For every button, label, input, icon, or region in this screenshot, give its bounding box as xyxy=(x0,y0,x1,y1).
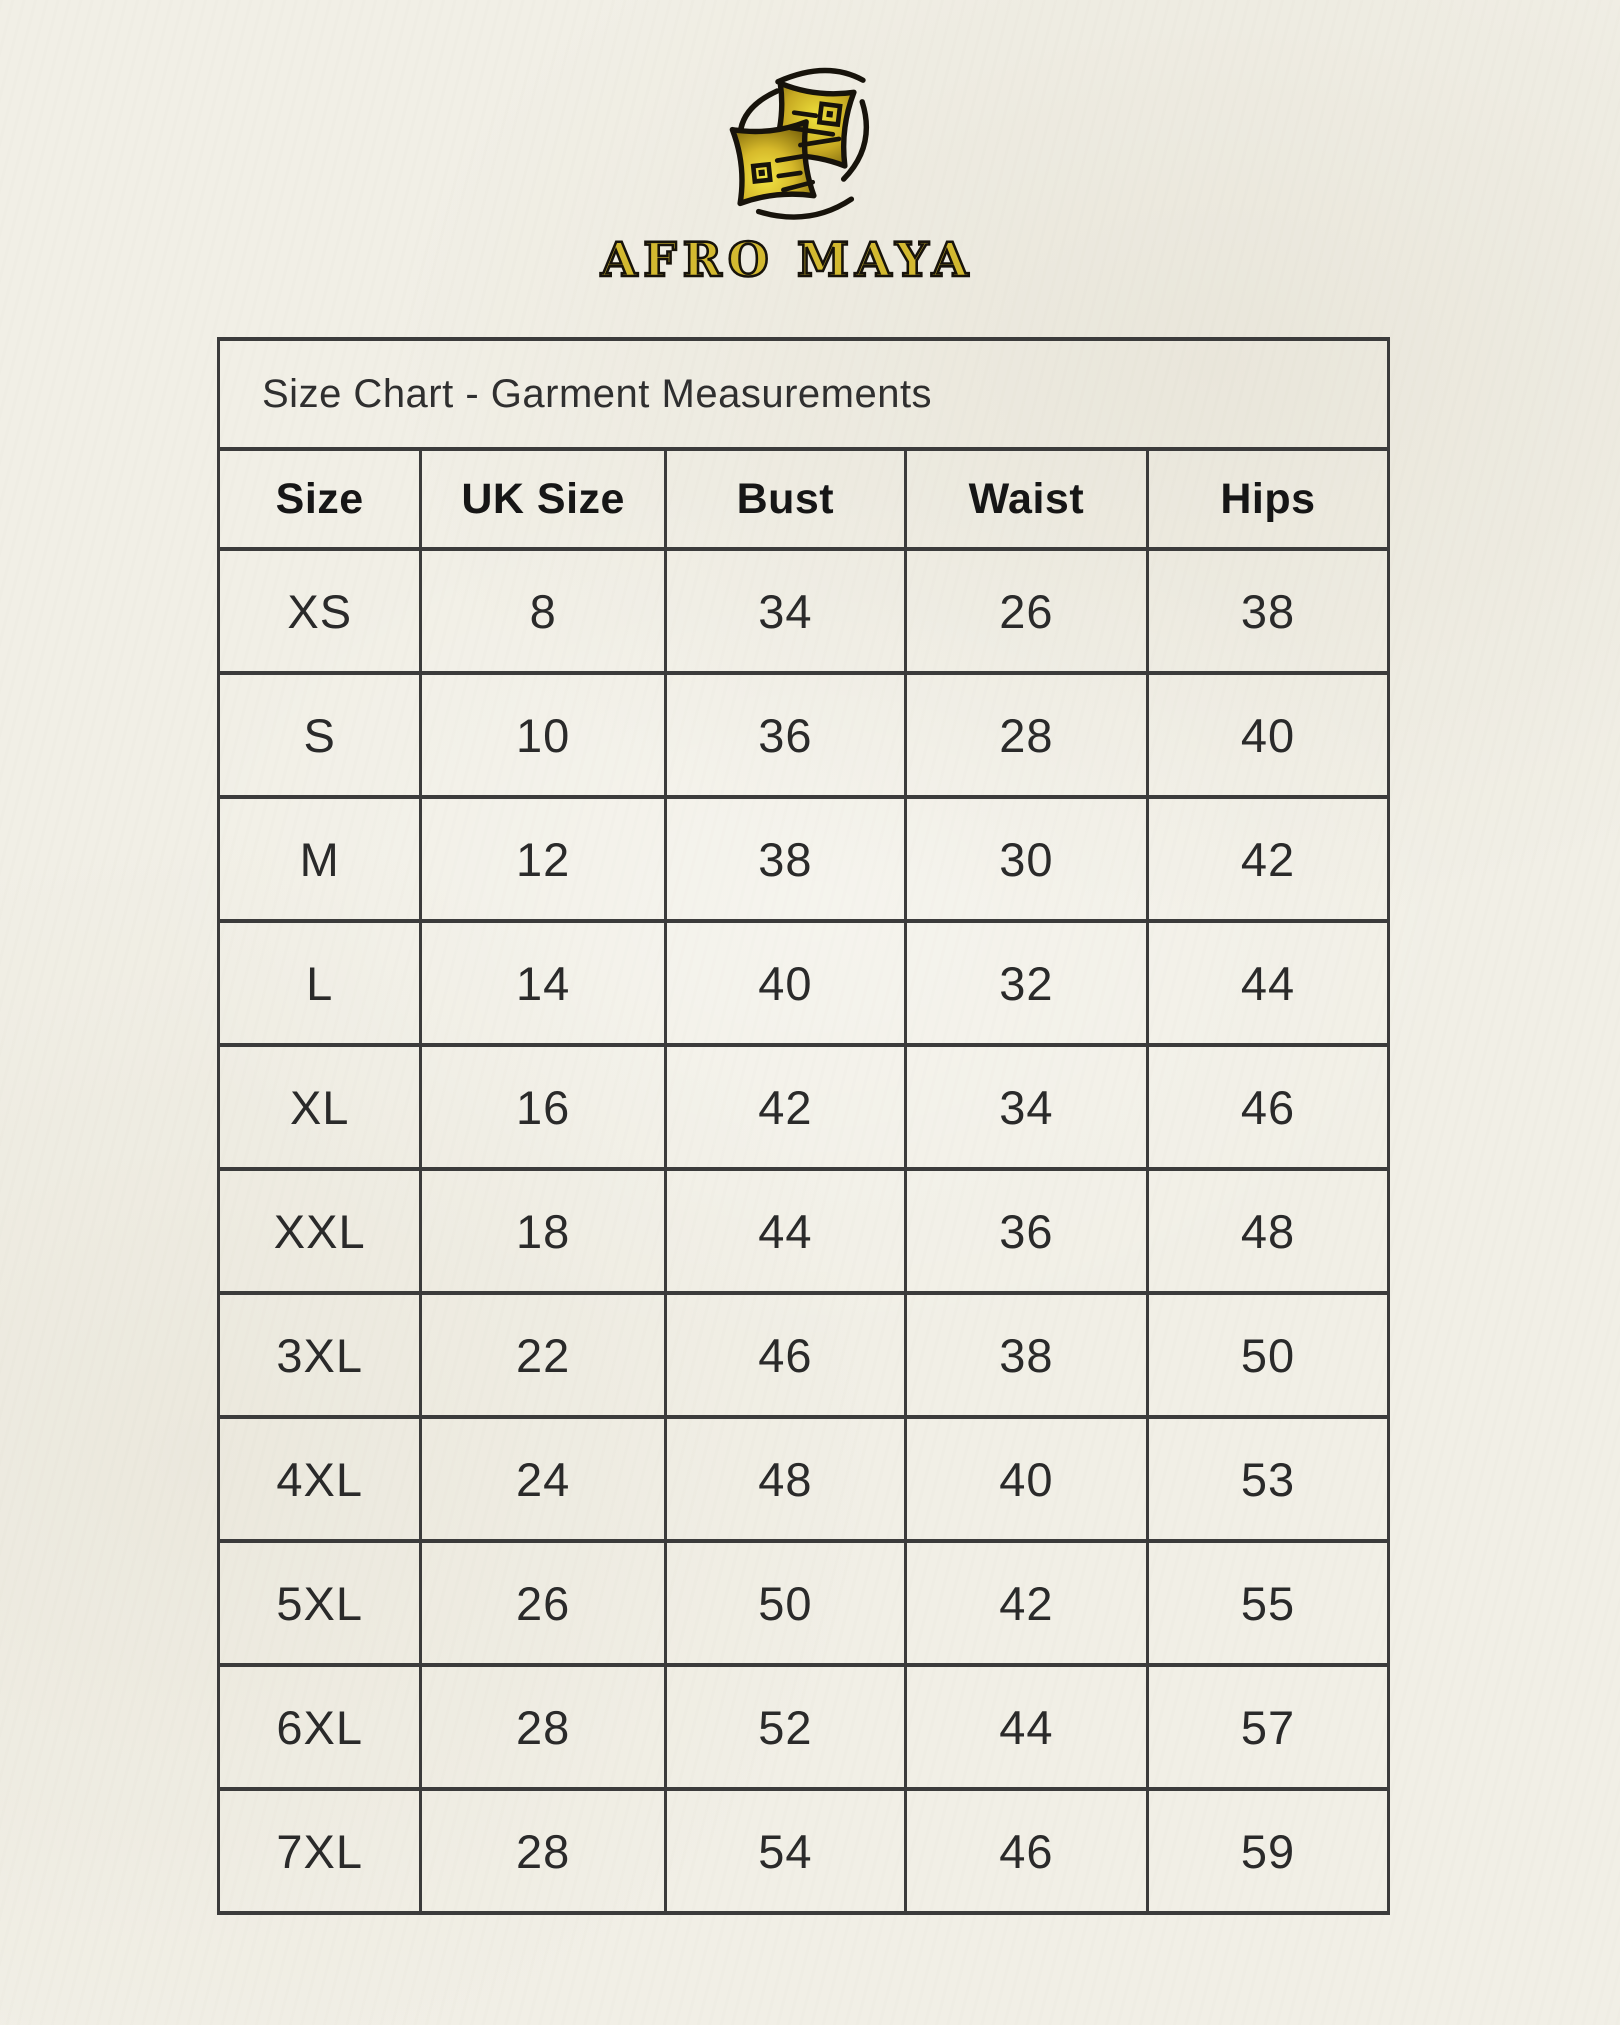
size-cell: M xyxy=(219,797,421,921)
waist-cell: 34 xyxy=(905,1045,1147,1169)
table-row-xl xyxy=(219,1045,1389,1169)
hips-cell: 48 xyxy=(1147,1169,1388,1293)
size-cell: L xyxy=(219,921,421,1045)
size-cell: 6XL xyxy=(219,1665,421,1789)
size-cell: 5XL xyxy=(219,1541,421,1665)
waist-cell: 42 xyxy=(905,1541,1147,1665)
table-title: Size Chart - Garment Measurements xyxy=(219,339,1389,449)
size-chart-table xyxy=(217,337,1390,1915)
table-row-3xl xyxy=(219,1293,1389,1417)
size-cell: 7XL xyxy=(219,1789,421,1913)
hips-cell: 55 xyxy=(1147,1541,1388,1665)
bust-cell: 52 xyxy=(665,1665,905,1789)
uk-cell: 14 xyxy=(421,921,666,1045)
hips-cell: 50 xyxy=(1147,1293,1388,1417)
waist-cell: 30 xyxy=(905,797,1147,921)
bust-cell: 46 xyxy=(665,1293,905,1417)
size-cell: XXL xyxy=(219,1169,421,1293)
table-row-7xl xyxy=(219,1789,1389,1913)
bust-cell: 48 xyxy=(665,1417,905,1541)
uk-cell: 22 xyxy=(421,1293,666,1417)
bust-cell: 50 xyxy=(665,1541,905,1665)
waist-cell: 36 xyxy=(905,1169,1147,1293)
size-cell: XL xyxy=(219,1045,421,1169)
table-row-6xl xyxy=(219,1665,1389,1789)
hips-cell: 42 xyxy=(1147,797,1388,921)
waist-cell: 40 xyxy=(905,1417,1147,1541)
brand-header xyxy=(200,58,1375,288)
waist-cell: 28 xyxy=(905,673,1147,797)
bust-cell: 40 xyxy=(665,921,905,1045)
uk-cell: 8 xyxy=(421,549,666,673)
waist-cell: 32 xyxy=(905,921,1147,1045)
column-header-uk: UK Size xyxy=(421,449,666,549)
uk-cell: 10 xyxy=(421,673,666,797)
afro-maya-logo-icon xyxy=(703,58,873,226)
waist-cell: 44 xyxy=(905,1665,1147,1789)
table-row-xxl xyxy=(219,1169,1389,1293)
column-header-waist: Waist xyxy=(905,449,1147,549)
bust-cell: 36 xyxy=(665,673,905,797)
column-header-size: Size xyxy=(219,449,421,549)
uk-cell: 28 xyxy=(421,1665,666,1789)
uk-cell: 16 xyxy=(421,1045,666,1169)
uk-cell: 18 xyxy=(421,1169,666,1293)
bust-cell: 44 xyxy=(665,1169,905,1293)
table-row-xs xyxy=(219,549,1389,673)
waist-cell: 26 xyxy=(905,549,1147,673)
bust-cell: 42 xyxy=(665,1045,905,1169)
uk-cell: 12 xyxy=(421,797,666,921)
uk-cell: 26 xyxy=(421,1541,666,1665)
uk-cell: 28 xyxy=(421,1789,666,1913)
uk-cell: 24 xyxy=(421,1417,666,1541)
waist-cell: 38 xyxy=(905,1293,1147,1417)
hips-cell: 46 xyxy=(1147,1045,1388,1169)
column-header-hips: Hips xyxy=(1147,449,1388,549)
table-row-s xyxy=(219,673,1389,797)
size-cell: 3XL xyxy=(219,1293,421,1417)
bust-cell: 34 xyxy=(665,549,905,673)
table-row-m xyxy=(219,797,1389,921)
table-row-5xl xyxy=(219,1541,1389,1665)
size-cell: S xyxy=(219,673,421,797)
table-row-4xl xyxy=(219,1417,1389,1541)
hips-cell: 59 xyxy=(1147,1789,1388,1913)
size-cell: XS xyxy=(219,549,421,673)
hips-cell: 57 xyxy=(1147,1665,1388,1789)
hips-cell: 40 xyxy=(1147,673,1388,797)
table-header-row xyxy=(219,449,1389,549)
bust-cell: 38 xyxy=(665,797,905,921)
hips-cell: 53 xyxy=(1147,1417,1388,1541)
size-cell: 4XL xyxy=(219,1417,421,1541)
hips-cell: 38 xyxy=(1147,549,1388,673)
hips-cell: 44 xyxy=(1147,921,1388,1045)
table-title-row xyxy=(219,339,1389,449)
table-row-l xyxy=(219,921,1389,1045)
column-header-bust: Bust xyxy=(665,449,905,549)
brand-name: AFRO MAYA xyxy=(600,233,975,288)
bust-cell: 54 xyxy=(665,1789,905,1913)
waist-cell: 46 xyxy=(905,1789,1147,1913)
